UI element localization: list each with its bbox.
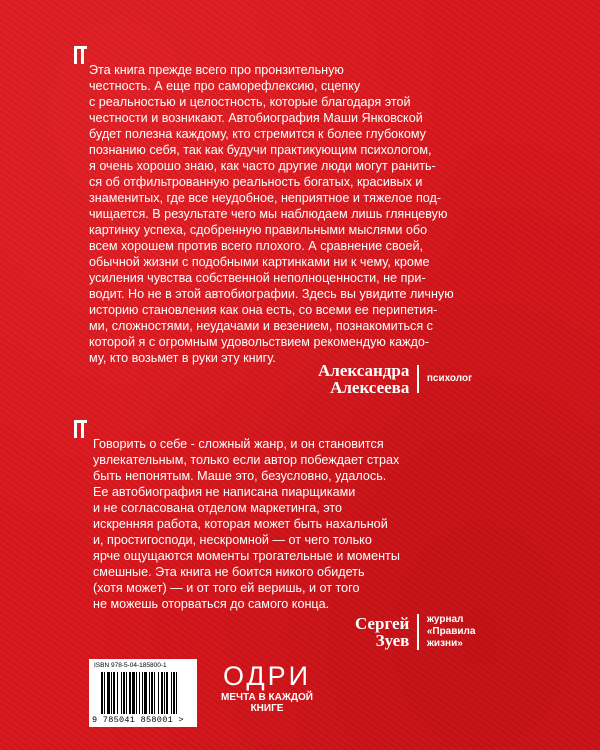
barcode-bars-icon (101, 672, 193, 714)
author-last-name: Зуев (375, 631, 410, 650)
author-first-name: Александра (318, 361, 410, 380)
quote-line: познанию себя, так как будучи практикующим психологом, (89, 143, 432, 157)
author-first-name: Сергей (355, 614, 410, 633)
author-role-line: «Правила (426, 626, 476, 637)
quote-mark-icon (74, 46, 87, 64)
quote-line: Ее автобиография не написана пиарщиками (93, 485, 356, 499)
publisher-logo (217, 662, 317, 714)
divider (417, 614, 419, 650)
quote-line: увлекательным, только если автор побеждает страх (93, 453, 400, 467)
quote-line: му, кто возьмет в руки эту книгу. (89, 351, 276, 365)
publisher-name: ОДРИ (222, 661, 312, 691)
quote-line: честность. А еще про саморефлексию, сцепку (89, 79, 361, 93)
author-role-line: жизни» (426, 638, 463, 649)
quote-line: (хотя может) — и от того ей веришь, и от того (93, 581, 360, 595)
quote-mark-icon (74, 420, 87, 438)
publisher-tagline (217, 692, 317, 714)
tagline-line: МЕЧТА В КАЖДОЙ (221, 692, 313, 703)
quote-line: будет полезна каждому, кто стремится к более глубокому (89, 127, 426, 141)
quote-2-text (93, 436, 400, 612)
author-role (427, 614, 476, 650)
quote-line: и не согласована отделом маркетинга, это (93, 501, 342, 515)
quote-line: я очень хорошо знаю, как часто другие люди могут ранить- (89, 159, 436, 173)
quote-line: смешные. Эта книга не боится никого обидеть (93, 565, 365, 579)
quote-line: водит. Но не в этой автобиографии. Здесь вы увидите личную (89, 287, 454, 301)
quote-1-text (89, 62, 454, 366)
author-name (355, 615, 409, 649)
isbn-barcode (89, 659, 197, 727)
quote-line: обычной жизни с подобными картинками ни к чему, кроме (89, 255, 430, 269)
tagline-line: КНИГЕ (250, 703, 284, 714)
quote-line: честности и возникают. Автобиография Маши Янковской (89, 111, 423, 125)
author-role-line: психолог (426, 373, 473, 384)
quote-line: знаменитых, где все неудобное, неприятное и тяжелое под- (89, 191, 442, 205)
quote-line: не можешь оторваться до самого конца. (93, 597, 330, 611)
quote-line: ми, сложностями, неудачами и везением, познакомиться с (89, 319, 433, 333)
author-last-name: Алексеева (330, 378, 410, 397)
author-role (427, 373, 472, 385)
quote-2-attribution (355, 614, 475, 650)
isbn-number: ISBN 978-5-04-185800-1 (94, 662, 167, 669)
quote-line: чищается. В результате чего мы наблюдаем лишь глянцевую (89, 207, 448, 221)
quote-line: ярче ощущаются моменты трогательные и моменты (93, 549, 400, 563)
divider (417, 365, 419, 393)
quote-line: картинку успеха, сдобренную правильными мыслями обо (89, 223, 428, 237)
quote-line: ся об отфильтрованную реальность богатых, красивых и (89, 175, 423, 189)
author-role-line: журнал (426, 614, 464, 625)
quote-line: Эта книга прежде всего про пронзительную (89, 63, 344, 77)
quote-1-attribution (318, 362, 472, 396)
quote-line: которой я с огромным удовольствием рекомендую каждо- (89, 335, 430, 349)
quote-line: искренняя работа, которая может быть нахальной (93, 517, 388, 531)
quote-line: с реальностью и целостность, которые благодаря этой (89, 95, 411, 109)
quote-line: Говорить о себе - сложный жанр, и он становится (93, 437, 384, 451)
quote-line: всем хорошем против всего плохого. А сравнение своей, (89, 239, 424, 253)
barcode-digits: 9 785041 858001 > (92, 715, 184, 725)
author-name (318, 362, 409, 396)
quote-line: усиления чувства собственной неполноценности, не при- (89, 271, 426, 285)
quote-line: историю становления как она есть, со всеми ее перипетия- (89, 303, 438, 317)
quote-line: и, простигосподи, нескромной — от чего только (93, 533, 372, 547)
quote-line: быть непонятым. Маше это, безусловно, удалось. (93, 469, 387, 483)
